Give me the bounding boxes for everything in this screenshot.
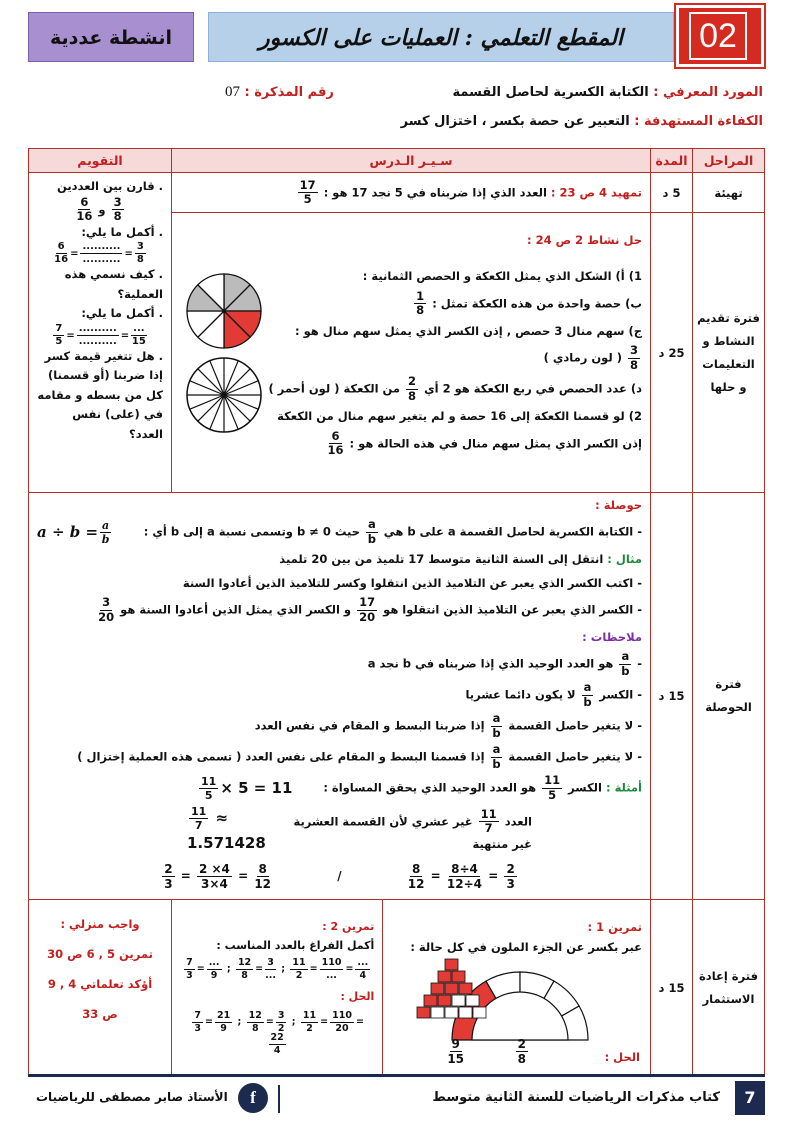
- fraction: $\frac{11}{7}$: [480, 806, 497, 836]
- eval-q1-and: و: [98, 202, 106, 217]
- evaluation-cell: [29, 173, 172, 493]
- col-evaluation: التقويم: [29, 149, 172, 173]
- reduction-example: $\frac{2}{3}$ = $\frac{2 \times 4}{3\times 4}$ = $\frac{8}{12}$ / $\frac{8}{12}$ = $\frac{8\div 4}{12\div 4}$ = $\frac{2}{3}$: [164, 862, 515, 892]
- col-duration: المدة: [651, 149, 693, 173]
- unit-number-box: [676, 5, 764, 67]
- fraction: $\frac{6}{16}$: [76, 194, 93, 224]
- fraction: $\frac{3}{8}$: [136, 241, 144, 266]
- summary-l1: - الكتابة الكسرية لحاصل القسمة a على b هي $\frac{a}{b}$ حيث b ≠ 0 وتسمى نسبة a إلى b أي : a ÷ b = $\frac{a}{b}$: [37, 517, 642, 546]
- eval-q4: . أكمل ما يلي:: [81, 306, 163, 321]
- hw-line-2: أؤكد تعلماتي 4 , 9: [47, 977, 153, 992]
- memo-line: [225, 84, 334, 101]
- fraction: $\frac{6}{16}$: [54, 241, 69, 266]
- eval-q2: . أكمل ما يلي:: [81, 224, 163, 239]
- footer-divider: [278, 1085, 280, 1113]
- unit-title: المقطع التعلمي : العمليات على الكسور: [258, 25, 624, 51]
- hw-line-3: ص 33: [82, 1007, 118, 1022]
- footer: [28, 1074, 765, 1114]
- page-number: 7: [735, 1081, 765, 1115]
- summary-cell: [29, 493, 651, 900]
- fraction: $\frac{a}{b}$: [492, 742, 501, 771]
- examples-l1: أمثلة : الكسر $\frac{11}{5}$ هو العدد الوحيد الذي يحقق المساواة : $\frac{11}{5}$ × 5 = 11: [37, 775, 642, 801]
- col-stages: المراحل: [693, 149, 765, 173]
- activity-box-label: انشطة عددية: [50, 27, 172, 49]
- fraction: $\frac{a}{b}$: [621, 649, 630, 678]
- eval-q3: . كيف نسمي هذه العملية؟: [64, 267, 163, 301]
- example-e2: - الكسر الذي يعبر عن التلاميذ الذين انتقلوا هو $\frac{17}{20}$ و الكسر الذي يمثل الذين أعادوا السنة هو $\frac{3}{20}$: [98, 595, 642, 624]
- stage-investment: فترة إعادة الاستثمار: [693, 900, 765, 1077]
- cake-16-slices: [184, 355, 264, 435]
- facebook-icon[interactable]: f: [238, 1083, 268, 1113]
- example-formula-1: $\frac{11}{5}$ × 5 = 11: [201, 774, 293, 802]
- stage-activity: فترة تقديم النشاط و التعليمات و حلها: [693, 213, 765, 493]
- activity-l1: 1) أ) الشكل الذي يمثل الكعكة و الحصص الثمانية :: [362, 269, 642, 284]
- homework-cell: [29, 900, 172, 1077]
- fraction: .......... ..........: [82, 241, 121, 266]
- duration-investment: 15 د: [651, 900, 693, 1077]
- table-row: [29, 173, 765, 213]
- eval-q2-fracs: $\frac{6}{16}$ = .......... .......... = $\frac{3}{8}$: [54, 241, 144, 266]
- resource-value: الكتابة الكسرية لحاصل القسمة: [452, 85, 649, 100]
- fraction: $\frac{3}{20}$: [98, 595, 115, 624]
- note-3: - لا يتغير حاصل القسمة $\frac{a}{b}$ إذا ضربنا البسط و المقام في نفس العدد: [254, 711, 642, 740]
- duration-summary: 15 د: [651, 493, 693, 900]
- ex2-solution-label: الحل :: [340, 990, 375, 1004]
- exercises-cell: [172, 900, 651, 1077]
- eval-q1: . قارن بين العددين: [57, 179, 163, 193]
- exercise-1: [382, 900, 650, 1076]
- fraction: .......... ..........: [78, 322, 117, 347]
- warmup-prefix: تمهيد 4 ص 23 :: [550, 185, 642, 199]
- author-name: الأستاذ صابر مصطفى للرياضيات: [36, 1090, 228, 1104]
- ex2-answers: $\frac{7}{3}$ = $\frac{21}{9}$ ; $\frac{12}{8}$ = $\frac{3}{2}$ ; $\frac{11}{2}$ = $\frac{110}{20}$ = $\frac{22}{4}$: [194, 1010, 364, 1056]
- fraction: $\frac{17}{5}$: [299, 177, 316, 206]
- fraction: $\frac{a}{b}$: [367, 517, 377, 546]
- table-header-row: [29, 149, 765, 173]
- competence-label: الكفاءة المستهدفة :: [634, 114, 763, 129]
- example-e1: - اكتب الكسر الذي يعبر عن التلاميذ الذين انتقلوا وكسر للتلاميذ الذين أعادوا السنة: [182, 575, 642, 590]
- stage-summary: فترة الحوصلة: [693, 493, 765, 900]
- notes-title: ملاحظات :: [582, 630, 642, 645]
- memo-label: رقم المذكرة :: [244, 85, 334, 100]
- duration-warmup: 5 د: [651, 173, 693, 213]
- ex2-text: أكمل الفراغ بالعدد المناسب :: [216, 939, 375, 953]
- fraction: $\frac{11}{5}$: [544, 773, 561, 802]
- example-line: مثال : انتقل إلى السنة الثانية متوسط 17 تلميذ من بين 20 تلميذ: [279, 552, 642, 567]
- memo-number: 07: [225, 84, 240, 100]
- resource-line: [452, 85, 763, 100]
- activity-l7: إذن الكسر الذي يمثل سهم منال في هذه الحالة هو : $\frac{6}{16}$: [327, 428, 642, 458]
- fraction: $\frac{3}{8}$: [629, 343, 638, 372]
- activity-l5: د) عدد الحصص في ربع الكعكة هو 2 أي $\frac{2}{8}$ من الكعكة ( لون أحمر ): [268, 374, 642, 403]
- ex2-title: تمرين 2 :: [322, 920, 375, 934]
- ex1-answer-a: 2 8: [517, 1037, 526, 1067]
- table-row: [29, 900, 765, 1077]
- hw-line-1: تمرين 5 , 6 ص 30: [47, 947, 153, 962]
- duration-activity: 25 د: [651, 213, 693, 493]
- table-row: [29, 493, 765, 900]
- note-4: - لا يتغير حاصل القسمة $\frac{a}{b}$ إذا قسمنا البسط و المقام على نفس العدد ( تسمى هذه العملية إختزال ): [77, 742, 642, 771]
- examples-l2: العدد $\frac{11}{7}$ غير عشري لأن القسمة العشرية غير منتهية $\frac{11}{7}$ ≈ 1.571428: [37, 806, 642, 855]
- fraction: $\frac{6}{16}$: [327, 428, 344, 458]
- note-1: - $\frac{a}{b}$ هو العدد الوحيد الذي إذا ضربناه في b نجد a: [367, 649, 642, 678]
- summary-formula: a ÷ b = $\frac{a}{b}$: [37, 519, 110, 546]
- fraction: $\frac{17}{20}$: [359, 595, 376, 624]
- activity-cell: [172, 213, 651, 493]
- warmup-text: العدد الذي إذا ضربناه في 5 نجد 17 هو :: [323, 185, 547, 199]
- ex1-text: عبر بكسر عن الجزء الملون في كل حالة :: [410, 940, 642, 955]
- fraction: $\frac{3}{8}$: [113, 194, 122, 224]
- activity-l4: $\frac{3}{8}$ ( لون رمادي ): [543, 343, 638, 372]
- unit-number: 02: [689, 12, 747, 60]
- competence-value: التعبير عن حصة بكسر ، اختزال كسر: [400, 114, 630, 129]
- fraction: ... 15: [131, 322, 146, 347]
- unit-title-bar: [208, 12, 674, 62]
- exercise-2: [172, 900, 382, 1076]
- competence-line: [401, 114, 763, 129]
- fraction: $\frac{a}{b}$: [492, 711, 501, 740]
- summary-title: حوصلة :: [595, 498, 642, 512]
- activity-box: [28, 12, 194, 62]
- resource-label: المورد المعرفي :: [653, 85, 763, 100]
- activity-l2: ب) حصة واحدة من هذه الكعكة تمثل : $\frac{1}{8}$: [416, 288, 642, 318]
- book-title: كتاب مذكرات الرياضيات للسنة الثانية متوسط: [432, 1090, 720, 1105]
- eval-q1-fracs: [37, 194, 163, 224]
- hw-title: واجب منزلي :: [60, 917, 140, 932]
- activity-title: حل نشاط 2 ص 24 :: [527, 233, 642, 247]
- ex1-title: تمرين 1 :: [587, 920, 642, 935]
- warmup-cell: [172, 173, 651, 213]
- ex1-solution-label: الحل :: [604, 1050, 640, 1065]
- activity-l6: 2) لو قسمنا الكعكة إلى 16 حصة و لم يتغير سهم منال من الكعكة: [277, 409, 642, 424]
- fraction: $\frac{a}{b}$: [583, 680, 592, 709]
- eval-q5: . هل تتغير قيمة كسر إذا ضربنا (أو قسمنا) كل من بسطه و مقامه في (على) نفس العدد؟: [37, 348, 163, 441]
- fraction: $\frac{1}{8}$: [416, 288, 425, 318]
- pyramid-figure: [405, 958, 505, 1028]
- cake-8-slices: [184, 271, 264, 351]
- col-progress: سـيـر الـدرس: [172, 149, 651, 173]
- eval-q4-fracs: $\frac{7}{5}$ = .......... .......... = ... 15: [55, 322, 146, 347]
- ex2-questions: $\frac{7}{3}$ = ... 9 ; $\frac{12}{8}$ = 3 ... ; $\frac{11}{2}$ = 110 ... = ... 4: [186, 957, 369, 981]
- note-2: - الكسر $\frac{a}{b}$ لا يكون دائما عشريا: [465, 680, 642, 709]
- example-formula-2: $\frac{11}{7}$ ≈ 1.571428: [187, 805, 266, 853]
- lesson-table: [28, 148, 765, 1077]
- stage-warmup: تهيئة: [693, 173, 765, 213]
- activity-l3: ج) سهم منال 3 حصص , إذن الكسر الذي يمثل سهم منال هو :: [294, 323, 642, 338]
- fraction: $\frac{7}{5}$: [55, 322, 63, 347]
- ex1-answer-b: 9 15: [447, 1037, 465, 1067]
- fraction: $\frac{2}{8}$: [408, 374, 417, 403]
